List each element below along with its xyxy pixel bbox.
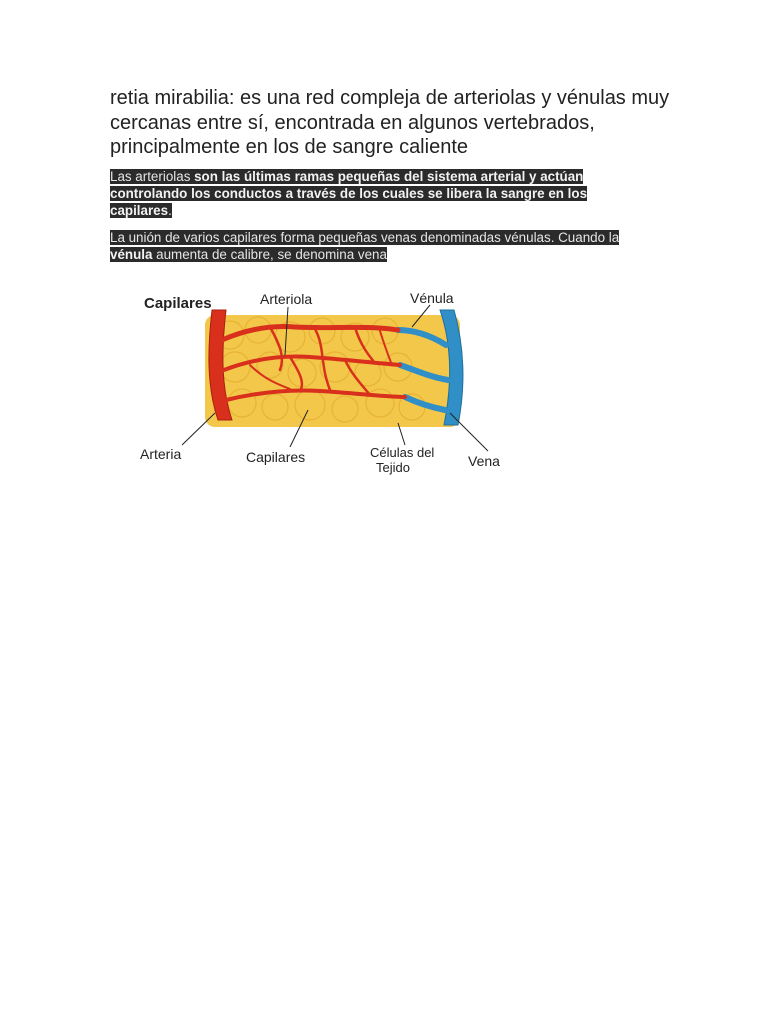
- capillaries-diagram: [130, 285, 520, 480]
- capillaries-illustration: [130, 285, 520, 480]
- label-vena: Vena: [468, 453, 500, 469]
- page-heading: retia mirabilia: es una red compleja de arteriolas y vénulas muy cercanas entre sí, encontrada en algunos vertebrados, principalmente en los de sangre caliente: [110, 87, 670, 158]
- label-capilares: Capilares: [246, 449, 306, 465]
- label-celulas-line1: Células del: [370, 445, 435, 460]
- paragraph-venulas-lead: La unión de varios capilares forma pequeñas venas denominadas vénulas. Cuando la: [110, 230, 620, 245]
- label-arteriola: Arteriola: [260, 291, 313, 307]
- paragraph-arteriolas-bold: son las últimas ramas pequeñas del sistema arterial y actúan controlando los conductos a través de los cuales se libera la sangre en los capilares: [110, 169, 588, 218]
- paragraph-venulas: [110, 229, 640, 263]
- paragraph-arteriolas: [110, 168, 640, 219]
- paragraph-venulas-highlight: [110, 230, 619, 262]
- paragraph-venulas-bold: vénula: [110, 247, 153, 262]
- paragraph-arteriolas-highlight: [110, 169, 587, 218]
- diagram-title: Capilares: [144, 295, 212, 312]
- label-venula: Vénula: [410, 290, 454, 306]
- label-arteria: Arteria: [140, 446, 182, 462]
- paragraph-venulas-tail: aumenta de calibre, se denomina vena: [152, 247, 387, 262]
- paragraph-arteriolas-lead: Las arteriolas: [110, 169, 195, 184]
- label-celulas-line2: Tejido: [376, 460, 410, 475]
- paragraph-arteriolas-tail: .: [168, 203, 172, 218]
